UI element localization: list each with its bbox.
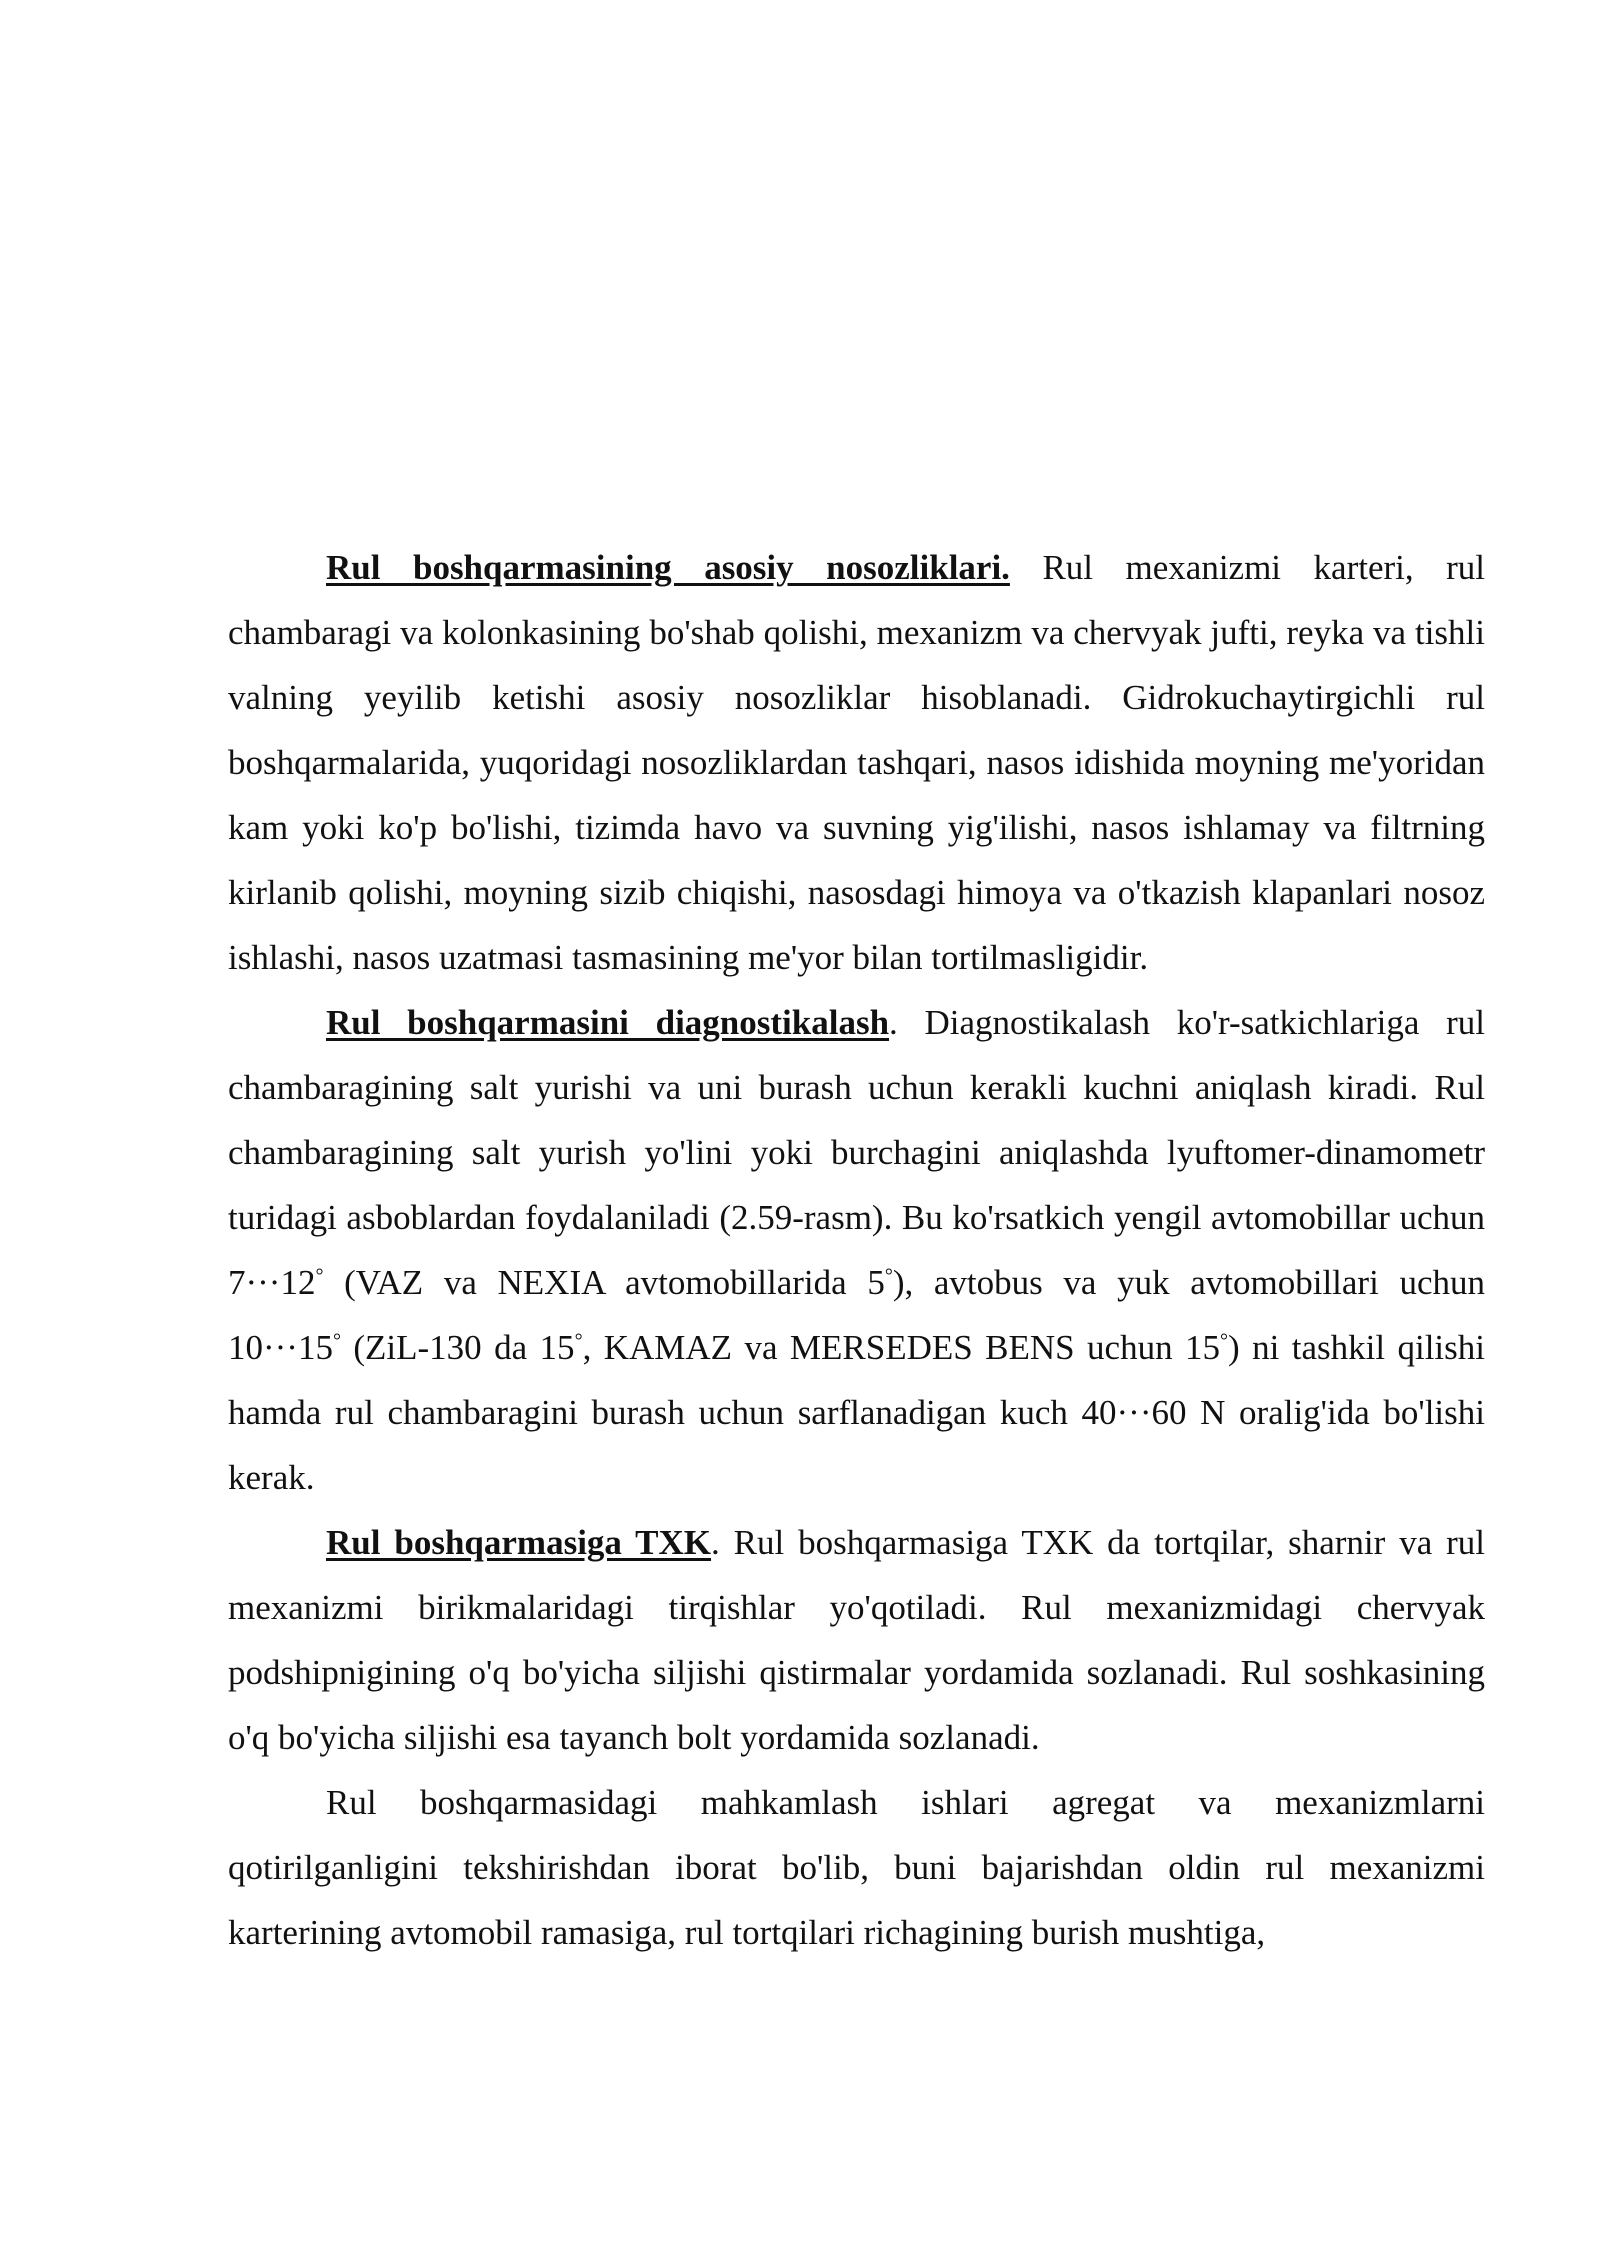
- paragraph-diagnostikalash: [228, 990, 1485, 1510]
- document-page: [228, 535, 1485, 1965]
- paragraph-text: ) ni tashkil qilishi hamda rul chambaragini burash uchun sarflanadigan kuch 40···60 N oralig'ida bo'lishi kerak.: [228, 1328, 1485, 1497]
- section-heading-diagnostikalash: Rul boshqarmasini diagnostikalash: [326, 1003, 890, 1042]
- degree-sign: °: [332, 1330, 341, 1352]
- paragraph-text: (VAZ va NEXIA avtomobillarida 5: [323, 1263, 885, 1302]
- paragraph-text: ), avtobus va yuk avtomobillari uchun 10···15: [228, 1263, 1485, 1367]
- heading-period: .: [889, 1003, 898, 1042]
- heading-period: .: [711, 1523, 720, 1562]
- paragraph-text: Diagnostikalash ko'r-satkichlariga rul chambaragining salt yurishi va uni burash uchun kerakli kuchni aniqlash kiradi. Rul chambaragining salt yurish yo'lini yoki burchagini aniqlashda lyuftomer-dinamometr turidagi asboblardan foydalaniladi (2.59-rasm). Bu ko'rsatkich yengil avtomobillar uchun 7···12: [228, 1003, 1485, 1302]
- paragraph-text: (ZiL-130 da 15: [340, 1328, 575, 1367]
- section-heading-txk: Rul boshqarmasiga TXK: [326, 1523, 712, 1562]
- paragraph-mahkamlash: [228, 1770, 1485, 1965]
- paragraph-txk: [228, 1510, 1485, 1770]
- paragraph-text: Rul mexanizmi karteri, rul chambaragi va kolonkasining bo'shab qolishi, mexanizm va chervyak jufti, reyka va tishli valning yeyilib ketishi asosiy nosozliklar hisoblanadi. Gidrokuchaytirgichli rul boshqarmalarida, yuqoridagi nosozliklardan tashqari, nasos idishida moyning me'yoridan kam yoki ko'p bo'lishi, tizimda havo va suvning yig'ilishi, nasos ishlamay va filtrning kirlanib qolishi, moyning sizib chiqishi, nasosdagi himoya va o'tkazish klapanlari nosoz ishlashi, nasos uzatmasi tasmasining me'yor bilan tortilmasligidir.: [228, 548, 1486, 977]
- degree-sign: °: [574, 1330, 583, 1352]
- section-heading-nosozliklar: Rul boshqarmasining asosiy nosozliklari.: [326, 548, 1010, 587]
- paragraph-nosozliklar: [228, 535, 1485, 990]
- paragraph-text: , KAMAZ va MERSEDES BENS uchun 15: [582, 1328, 1221, 1367]
- degree-sign: °: [1220, 1330, 1229, 1352]
- degree-sign: °: [315, 1265, 324, 1287]
- paragraph-text: Rul boshqarmasidagi mahkamlash ishlari agregat va mexanizmlarni qotirilganligini tekshirishdan iborat bo'lib, buni bajarishdan oldin rul mexanizmi karterining avtomobil ramasiga, rul tortqilari richagining burish mushtiga,: [228, 1783, 1485, 1952]
- degree-sign: °: [884, 1265, 893, 1287]
- paragraph-text: Rul boshqarmasiga TXK da tortqilar, sharnir va rul mexanizmi birikmalaridagi tirqishlar yo'qotiladi. Rul mexanizmidagi chervyak podshipnigining o'q bo'yicha siljishi qistirmalar yordamida sozlanadi. Rul soshkasining o'q bo'yicha siljishi esa tayanch bolt yordamida sozlanadi.: [228, 1523, 1486, 1757]
